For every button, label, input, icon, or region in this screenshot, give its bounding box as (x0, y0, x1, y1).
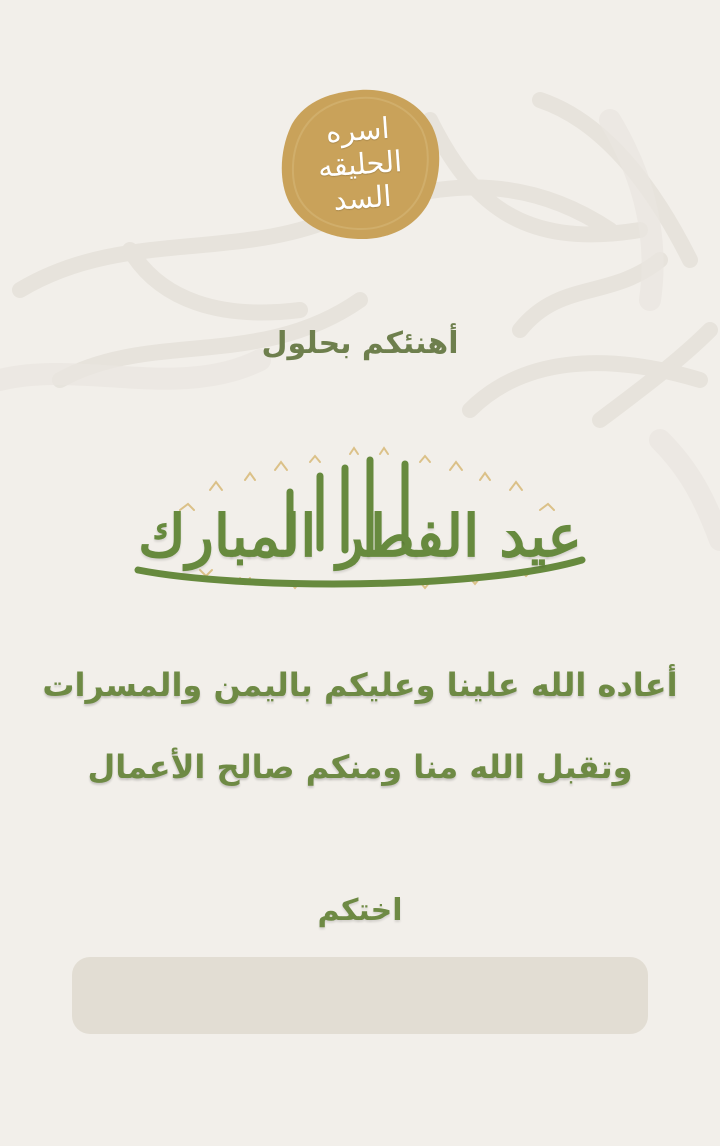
blessing-line-2: وتقبل الله منا ومنكم صالح الأعمال (87, 748, 633, 786)
greeting-text: أهنئكم بحلول (261, 326, 459, 361)
sender-name-field[interactable] (72, 957, 648, 1034)
eid-title: عيد الفطر المبارك (138, 502, 582, 570)
sender-label: اختكم (317, 893, 403, 928)
blessing-line-1: أعاده الله علينا وعليكم باليمن والمسرات (42, 666, 678, 704)
logo-line-3: السد (332, 178, 393, 217)
logo-text (278, 86, 442, 242)
logo-line-2: الحليقه (316, 144, 404, 184)
logo-line-1: اسره (324, 110, 391, 150)
